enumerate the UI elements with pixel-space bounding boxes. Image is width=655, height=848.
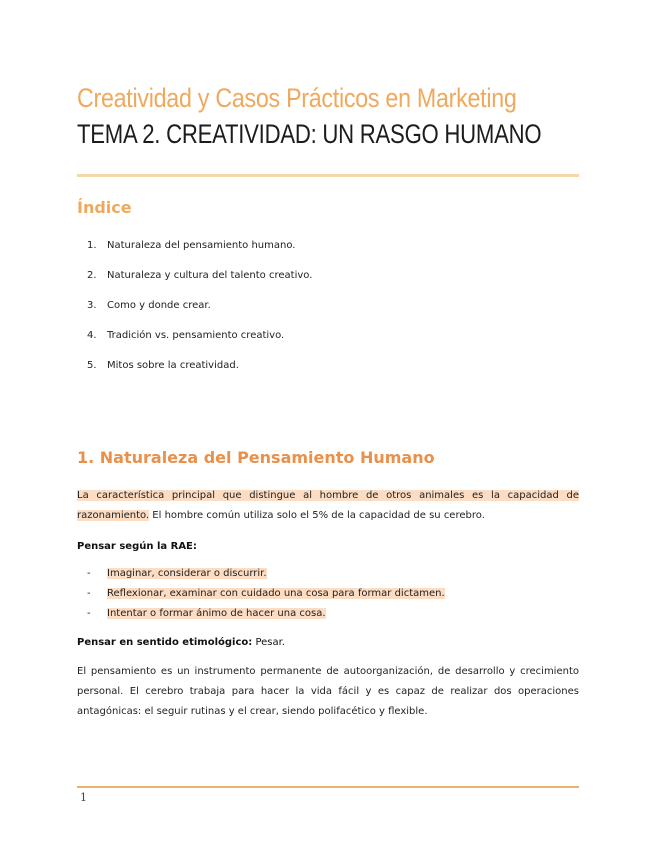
index-heading: Índice: [77, 198, 132, 217]
rae-definition-text: Intentar o formar ánimo de hacer una cosa.: [107, 608, 326, 619]
index-item: [87, 329, 312, 359]
rae-definition-item: [87, 587, 445, 607]
section-heading: 1. Naturaleza del Pensamiento Humano: [77, 448, 435, 467]
highlighted-text: La característica principal que distingue al hombre de otros animales es la capacidad de razonamiento.: [77, 490, 579, 521]
index-item-number: 4.: [87, 330, 97, 341]
index-item-text: Tradición vs. pensamiento creativo.: [107, 330, 285, 341]
dash-marker: -: [87, 568, 91, 579]
index-item: [87, 359, 312, 389]
rae-definition-text: Imaginar, considerar o discurrir.: [107, 568, 267, 579]
page-number: 1: [80, 791, 87, 804]
rae-definition-list: [87, 567, 445, 627]
intro-paragraph: [77, 486, 579, 526]
header-divider: [77, 174, 579, 177]
rae-label: [77, 540, 197, 554]
index-item-number: 2.: [87, 270, 97, 281]
rae-definition-item: [87, 567, 445, 587]
rae-label-text: Pensar según la RAE:: [77, 541, 197, 552]
index-item: [87, 239, 312, 269]
rae-definition-text: Reflexionar, examinar con cuidado una cosa para formar dictamen.: [107, 588, 445, 599]
dash-marker: -: [87, 588, 91, 599]
index-item-text: Naturaleza del pensamiento humano.: [107, 240, 296, 251]
etymology-value: Pesar.: [252, 637, 285, 648]
course-title: Creatividad y Casos Prácticos en Marketing: [77, 83, 517, 113]
rae-definition-item: [87, 607, 445, 627]
intro-text: El hombre común utiliza solo el 5% de la capacidad de su cerebro.: [149, 510, 485, 521]
index-item: [87, 299, 312, 329]
index-item-number: 1.: [87, 240, 97, 251]
topic-title: TEMA 2. CREATIVIDAD: UN RASGO HUMANO: [77, 119, 542, 149]
etymology-label: Pensar en sentido etimológico:: [77, 637, 253, 648]
index-item: [87, 269, 312, 299]
index-item-number: 3.: [87, 300, 97, 311]
index-item-number: 5.: [87, 360, 97, 371]
index-item-text: Mitos sobre la creatividad.: [107, 360, 239, 371]
index-list: [87, 239, 312, 389]
closing-paragraph: El pensamiento es un instrumento permanente de autoorganización, de desarrollo y crecimiento personal. El cerebro trabaja para hacer la vida fácil y es capaz de realizar dos operaciones antagónicas: el seguir rutinas y el crear, siendo polifacético y flexible.: [77, 666, 579, 717]
index-item-text: Como y donde crear.: [107, 300, 211, 311]
dash-marker: -: [87, 608, 91, 619]
etymology-line: [77, 636, 285, 650]
index-item-text: Naturaleza y cultura del talento creativo.: [107, 270, 313, 281]
footer-divider: [77, 786, 579, 788]
